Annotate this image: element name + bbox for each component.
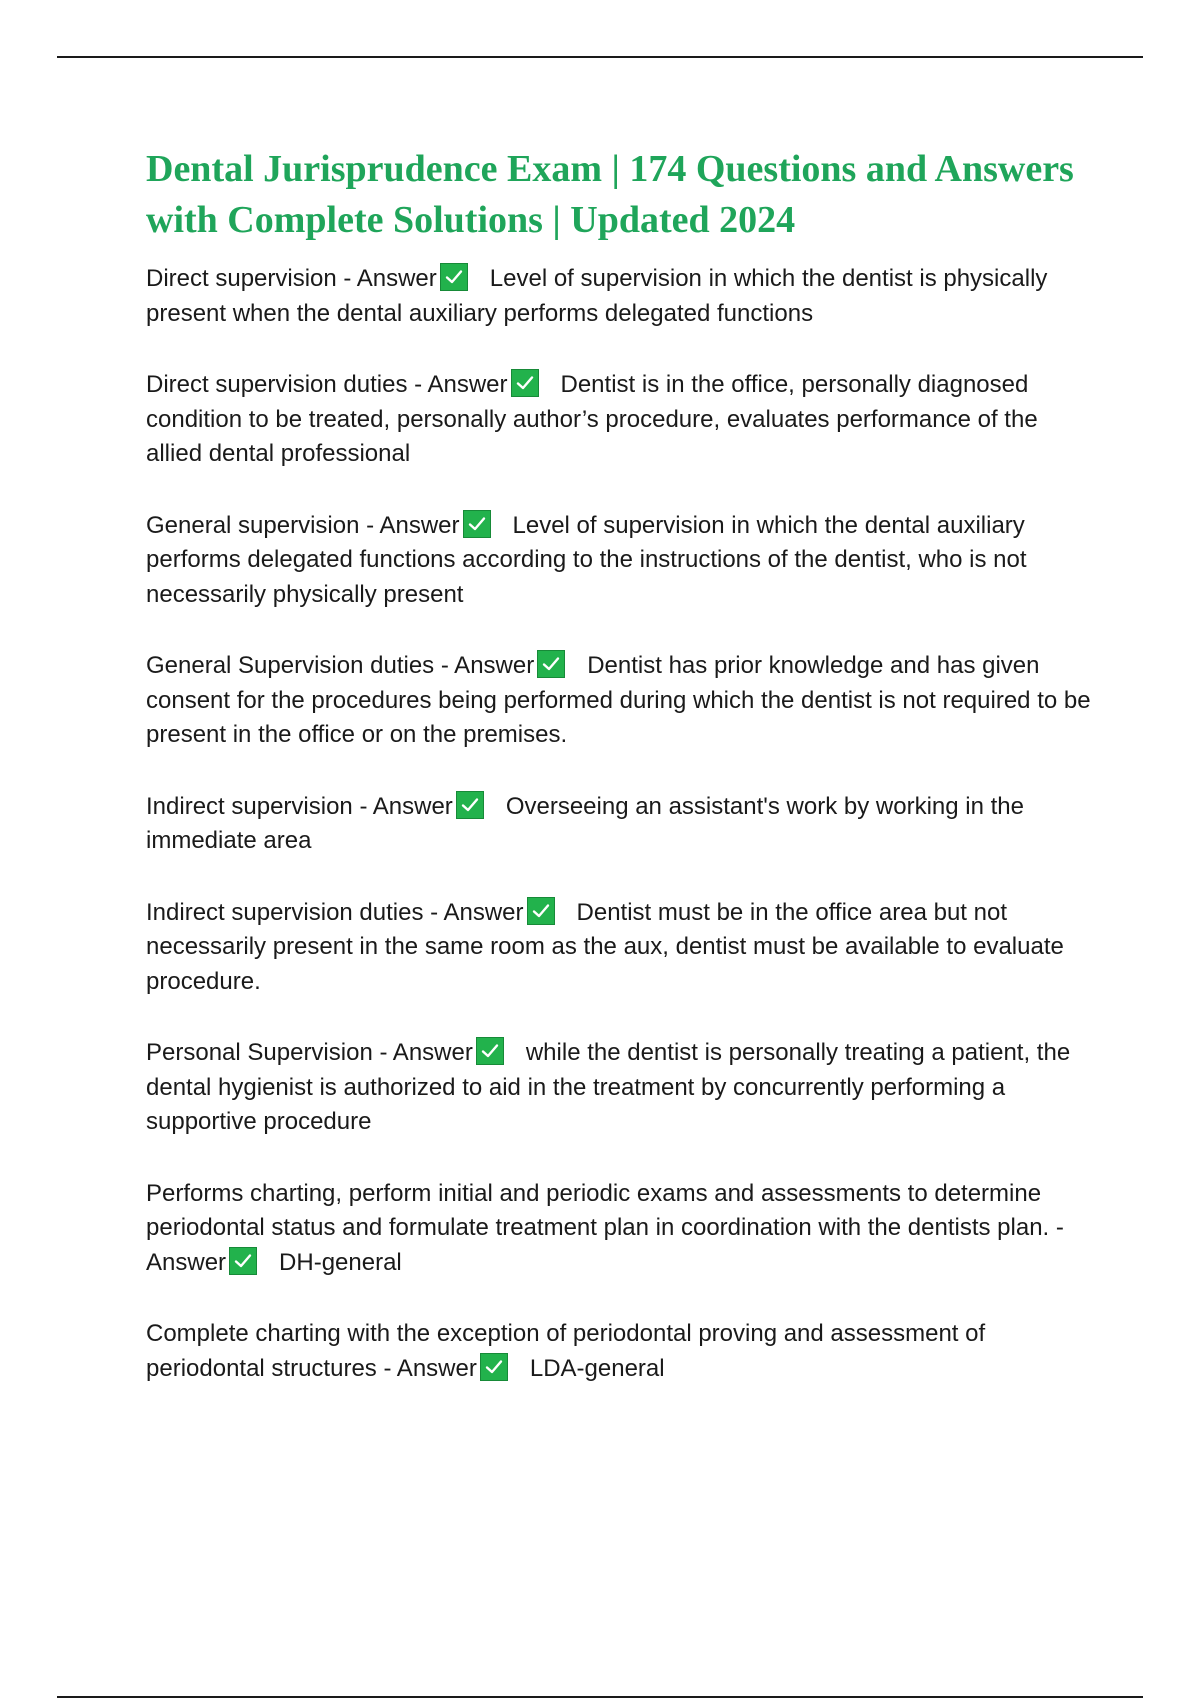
answer-label: - Answer — [343, 265, 437, 292]
answer-label: - Answer — [430, 898, 524, 926]
answer-label: - Answer — [359, 792, 453, 820]
answer-text: DH-general — [279, 1248, 402, 1276]
question-text: Direct supervision — [146, 265, 337, 292]
question-text: Personal Supervision — [146, 1039, 373, 1066]
answer-text: Dentist is in the office, personally diagnosed condition to be treated, personally author’s procedure, evaluates performance of the allied dental professional — [146, 371, 1038, 467]
answer-text: while the dentist is personally treating a patient, the dental hygienist is authorized to aid in the treatment by concurrently performing a supportive procedure — [146, 1039, 1071, 1135]
qa-item-2 — [146, 368, 1096, 472]
answer-label: - Answer — [366, 511, 460, 539]
answer-label: - Answer — [383, 1354, 477, 1382]
answer-text: Level of supervision in which the dental auxiliary performs delegated functions according to the instructions of the dentist, who is not necessarily physically present — [146, 511, 1027, 608]
answer-text: Overseeing an assistant's work by working in the immediate area — [146, 792, 1024, 854]
qa-item-8 — [146, 1177, 1096, 1281]
page-title: Dental Jurisprudence Exam | 174 Questions and Answers with Complete Solutions | Updated 2024 — [146, 148, 1074, 241]
check-mark-icon — [537, 650, 565, 678]
qa-list — [146, 262, 1096, 1423]
qa-item-5 — [146, 790, 1096, 859]
qa-item-9 — [146, 1317, 1096, 1386]
qa-item-7 — [146, 1036, 1096, 1140]
answer-label: - Answer — [146, 1214, 1064, 1276]
question-text: Indirect supervision — [146, 792, 353, 820]
qa-item-4 — [146, 649, 1096, 753]
qa-item-3 — [146, 509, 1096, 613]
check-mark-icon — [480, 1353, 508, 1381]
top-rule — [57, 56, 1143, 58]
question-text: Complete charting with the exception of periodontal proving and assessment of periodontal structures — [146, 1320, 986, 1382]
qa-item-6 — [146, 896, 1096, 1000]
bottom-rule — [57, 1696, 1143, 1698]
check-mark-icon — [527, 897, 555, 925]
question-text: Performs charting, perform initial and periodic exams and assessments to determine periodontal status and formulate treatment plan in coordination with the dentists plan. — [146, 1179, 1050, 1241]
answer-text: Dentist has prior knowledge and has given consent for the procedures being performed during which the dentist is not required to be present in the office or on the premises. — [146, 652, 1091, 748]
answer-label: - Answer — [379, 1039, 473, 1066]
qa-item-1 — [146, 262, 1096, 331]
answer-text: Dentist must be in the office area but not necessarily present in the same room as the aux, dentist must be available to evaluate procedure. — [146, 898, 1064, 995]
question-text: Direct supervision duties — [146, 371, 408, 398]
check-mark-icon — [440, 263, 468, 291]
check-mark-icon — [229, 1247, 257, 1275]
answer-label: - Answer — [414, 371, 508, 398]
answer-text: Level of supervision in which the dentist is physically present when the dental auxiliary performs delegated functions — [146, 265, 1048, 327]
check-mark-icon — [511, 369, 539, 397]
answer-text: LDA-general — [529, 1354, 665, 1382]
question-text: Indirect supervision duties — [146, 898, 424, 926]
question-text: General supervision — [146, 511, 360, 539]
check-mark-icon — [456, 791, 484, 819]
check-mark-icon — [463, 510, 491, 538]
answer-label: - Answer — [440, 652, 535, 679]
check-mark-icon — [476, 1037, 504, 1065]
question-text: General Supervision duties — [146, 652, 435, 679]
